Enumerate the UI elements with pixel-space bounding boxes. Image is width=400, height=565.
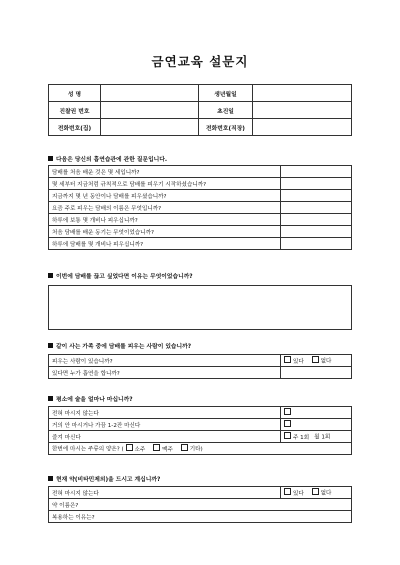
answer-field[interactable] xyxy=(281,190,352,202)
option-checkbox[interactable] xyxy=(284,408,291,415)
first-visit-label: 초진일 xyxy=(199,102,253,119)
quit-reason-textarea[interactable] xyxy=(48,285,352,330)
section-alcohol-heading: 평소에 술을 얼마나 마십니까? xyxy=(48,394,133,403)
yes-checkbox[interactable] xyxy=(284,356,291,363)
phone-home-label: 전화번호(집) xyxy=(49,119,101,136)
yes-no-options: 있다 없다 xyxy=(281,487,352,499)
yes-no-options: 있다 없다 xyxy=(281,355,352,367)
name-field[interactable] xyxy=(101,85,199,102)
alcohol-table xyxy=(48,406,352,455)
section-smoking-habits-heading: 다음은 당신의 흡연습관에 관한 질문입니다. xyxy=(48,154,167,163)
question-label: 지금까지 몇 년 동안이나 담배를 피우셨습니까? xyxy=(49,190,281,202)
page-title: 금연교육 설문지 xyxy=(151,54,249,69)
question-label: 담배를 처음 배운 것은 몇 세입니까? xyxy=(49,166,281,178)
question-label: 몇 세부터 지금처럼 규칙적으로 담배를 피우기 시작하셨습니까? xyxy=(49,178,281,190)
square-bullet-icon xyxy=(48,476,53,481)
square-bullet-icon xyxy=(48,273,53,278)
answer-field[interactable] xyxy=(281,214,352,226)
question-label: 하루에 담배를 몇 개비나 피우십니까? xyxy=(49,238,281,250)
answer-field[interactable] xyxy=(281,166,352,178)
name-label: 성 명 xyxy=(49,85,101,102)
square-bullet-icon xyxy=(48,343,53,348)
question-label: 있다면 누가 흡연을 합니까? xyxy=(49,367,281,379)
phone-home-field[interactable] xyxy=(101,119,199,136)
patient-number-field[interactable] xyxy=(101,102,199,119)
personal-info-table xyxy=(48,84,352,136)
option-checkbox[interactable] xyxy=(284,420,291,427)
birth-date-label: 생년월일 xyxy=(199,85,253,102)
option-label: 전혀 마시지 않는다 xyxy=(49,407,281,419)
option-label: 거의 안 마시거나 가끔 1-2잔 마신다 xyxy=(49,419,281,431)
section-quit-reason-heading: 이번에 담배를 끊고 싶었다면 이유는 무엇이었습니까? xyxy=(48,271,193,280)
birth-date-field[interactable] xyxy=(253,85,352,102)
no-checkbox[interactable] xyxy=(312,488,319,495)
drink-type-row: 한번에 마시는 주류의 양은? ( 소주 맥주 기타) xyxy=(49,443,352,455)
other-checkbox[interactable] xyxy=(181,444,188,451)
frequency-options: 주 1회 월 1회 xyxy=(281,431,352,443)
square-bullet-icon xyxy=(48,156,53,161)
beer-checkbox[interactable] xyxy=(153,444,160,451)
patient-number-label: 진찰권 번호 xyxy=(49,102,101,119)
soju-checkbox[interactable] xyxy=(126,444,133,451)
question-label: 처음 담배를 배운 동기는 무엇이었습니까? xyxy=(49,226,281,238)
answer-field[interactable] xyxy=(281,226,352,238)
answer-field[interactable] xyxy=(281,178,352,190)
medication-reason-field[interactable]: 복용하는 이유는? xyxy=(49,511,352,523)
option-label: 전혀 마시지 않는다 xyxy=(49,487,281,499)
question-label: 요즘 주로 피우는 담배의 이름은 무엇입니까? xyxy=(49,202,281,214)
yes-checkbox[interactable] xyxy=(284,488,291,495)
family-smoker-table xyxy=(48,354,352,379)
question-label: 피우는 사람이 있습니까? xyxy=(49,355,281,367)
section-family-smoker-heading: 같이 사는 가족 중에 담배를 피우는 사람이 있습니까? xyxy=(48,341,191,350)
section-medication-heading: 현재 약(비타민제외)을 드시고 계십니까? xyxy=(48,474,160,483)
answer-field[interactable] xyxy=(281,202,352,214)
answer-field[interactable] xyxy=(281,238,352,250)
answer-field[interactable] xyxy=(281,367,352,379)
option-label: 즐겨 마신다 xyxy=(49,431,281,443)
medication-table xyxy=(48,486,352,523)
phone-work-label: 전화번호(직장) xyxy=(199,119,253,136)
phone-work-field[interactable] xyxy=(253,119,352,136)
medication-name-field[interactable]: 약 이름은? xyxy=(49,499,352,511)
first-visit-field[interactable] xyxy=(253,102,352,119)
question-label: 하루에 보통 몇 개비나 피우십니까? xyxy=(49,214,281,226)
no-checkbox[interactable] xyxy=(312,356,319,363)
square-bullet-icon xyxy=(48,396,53,401)
weekly-checkbox[interactable] xyxy=(284,432,291,439)
smoking-habits-table xyxy=(48,165,352,250)
